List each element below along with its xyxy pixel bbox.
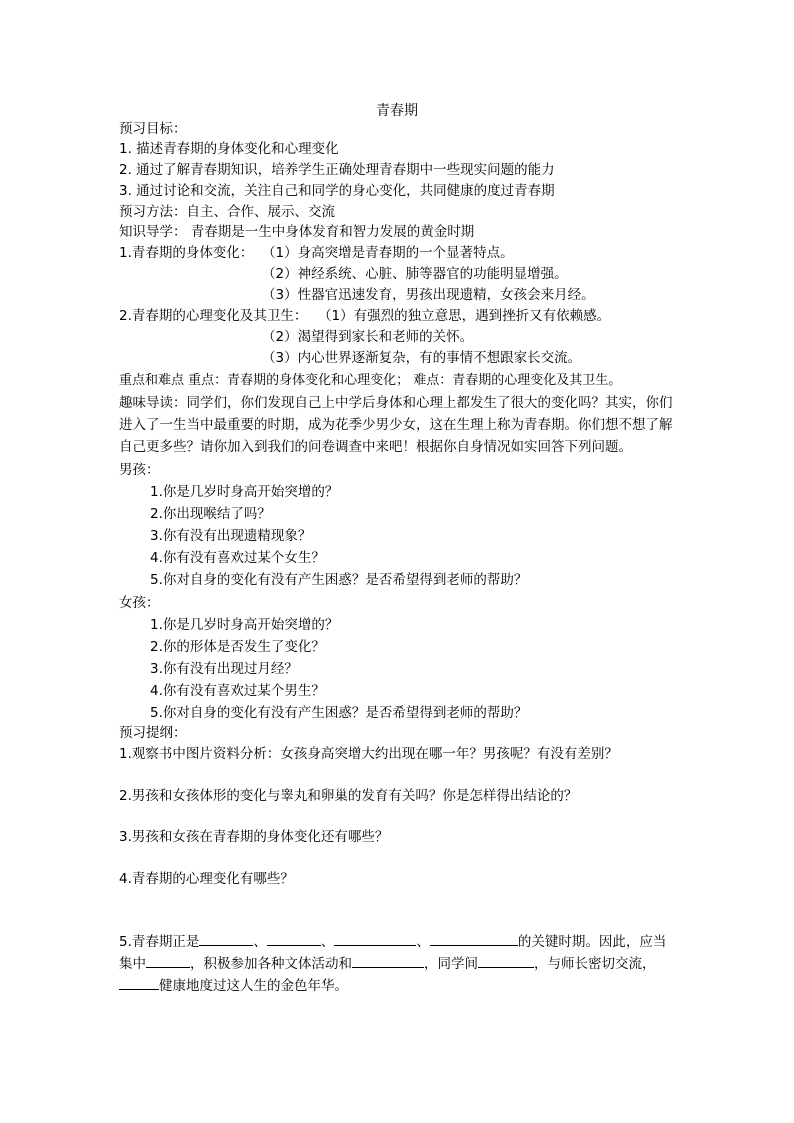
body-change-item: （1）身高突增是青春期的一个显著特点。 xyxy=(262,245,514,261)
question-item: 5.你对自身的变化有没有产生困惑？是否希望得到老师的帮助？ xyxy=(150,705,528,721)
page-title: 青春期 xyxy=(376,103,418,119)
mind-change-item: （1）有强烈的独立意思，遇到挫折又有依赖感。 xyxy=(318,308,611,324)
girls-label: 女孩： xyxy=(119,595,160,611)
blank-line[interactable] xyxy=(119,975,159,990)
blank-line[interactable] xyxy=(478,953,534,968)
intro-paragraph: 趣味导读：同学们，你们发现自己上中学后身体和心理上都发生了很大的变化吗？其实，你们进入了一生当中最重要的时期，成为花季少男少女，这在生理上称为青春期。你们想不想了解自己更多些？请你加入到我们的问卷调查中来吧！根据你自身情况如实回答下列问题。 xyxy=(119,395,673,455)
guide-line: 知识导学： 青春期是一生中身体发育和智力发展的黄金时期 xyxy=(119,224,475,240)
blank-line[interactable] xyxy=(430,931,518,946)
goal-item: 2. 通过了解青春期知识，培养学生正确处理青春期中一些现实问题的能力 xyxy=(119,162,555,178)
fill-text: 、 xyxy=(253,934,267,950)
blank-line[interactable] xyxy=(199,931,253,946)
outline-heading: 预习提纲： xyxy=(119,725,187,741)
question-item: 2.你的形体是否发生了变化？ xyxy=(150,639,325,655)
key-points-line: 重点和难点 重点：青春期的身体变化和心理变化； 难点：青春期的心理变化及其卫生。 xyxy=(119,373,622,388)
outline-item: 1.观察书中图片资料分析：女孩身高突增大约出现在哪一年？男孩呢？有没有差别？ xyxy=(119,746,618,762)
outline-item: 2.男孩和女孩体形的变化与睾丸和卵巢的发育有关吗？你是怎样得出结论的？ xyxy=(119,788,578,804)
blank-line[interactable] xyxy=(267,931,321,946)
fill-text: 、 xyxy=(416,934,430,950)
blank-line[interactable] xyxy=(334,931,416,946)
fill-text: 的关键时期。因此，应当集中 xyxy=(119,934,667,972)
goals-heading: 预习目标： xyxy=(119,121,187,137)
body-change-label: 1.青春期的身体变化： xyxy=(119,245,254,261)
goal-item: 3. 通过讨论和交流，关注自己和同学的身心变化，共同健康的度过青春期 xyxy=(119,183,555,199)
question-item: 3.你有没有出现遗精现象？ xyxy=(150,528,312,544)
question-item: 4.你有没有喜欢过某个女生？ xyxy=(150,550,325,566)
blank-line[interactable] xyxy=(352,953,424,968)
fill-text: 健康地度过这人生的金色年华。 xyxy=(159,978,348,994)
goal-item: 1. 描述青春期的身体变化和心理变化 xyxy=(119,141,339,157)
question-item: 4.你有没有喜欢过某个男生？ xyxy=(150,683,325,699)
question-item: 5.你对自身的变化有没有产生困惑？是否希望得到老师的帮助？ xyxy=(150,572,528,588)
mind-change-item: （3）内心世界逐渐复杂，有的事情不想跟家长交流。 xyxy=(262,350,582,366)
fill-blank-question xyxy=(119,931,679,997)
question-item: 1.你是几岁时身高开始突增的？ xyxy=(150,617,339,633)
question-item: 2.你出现喉结了吗？ xyxy=(150,506,271,522)
mind-change-label: 2.青春期的心理变化及其卫生： xyxy=(119,308,308,324)
outline-item: 4.青春期的心理变化有哪些？ xyxy=(119,871,294,887)
question-item: 1.你是几岁时身高开始突增的？ xyxy=(150,484,339,500)
question-item: 3.你有没有出现过月经？ xyxy=(150,661,298,677)
boys-label: 男孩： xyxy=(119,462,160,478)
method-line: 预习方法：自主、合作、展示、交流 xyxy=(119,204,335,220)
fill-text: 、 xyxy=(320,934,335,950)
body-change-item: （3）性器官迅速发育，男孩出现遗精，女孩会来月经。 xyxy=(262,287,595,303)
fill-text: ，积极参加各种文体活动和 xyxy=(190,956,352,972)
body-change-item: （2）神经系统、心脏、肺等器官的功能明显增强。 xyxy=(262,266,568,282)
outline-item: 3.男孩和女孩在青春期的身体变化还有哪些？ xyxy=(119,829,389,845)
fill-text: ，同学间 xyxy=(424,956,478,972)
fill-text: 5.青春期正是 xyxy=(119,934,200,950)
mind-change-item: （2）渴望得到家长和老师的关怀。 xyxy=(262,329,474,345)
blank-line[interactable] xyxy=(146,953,190,968)
fill-text: ，与师长密切交流， xyxy=(534,956,656,972)
